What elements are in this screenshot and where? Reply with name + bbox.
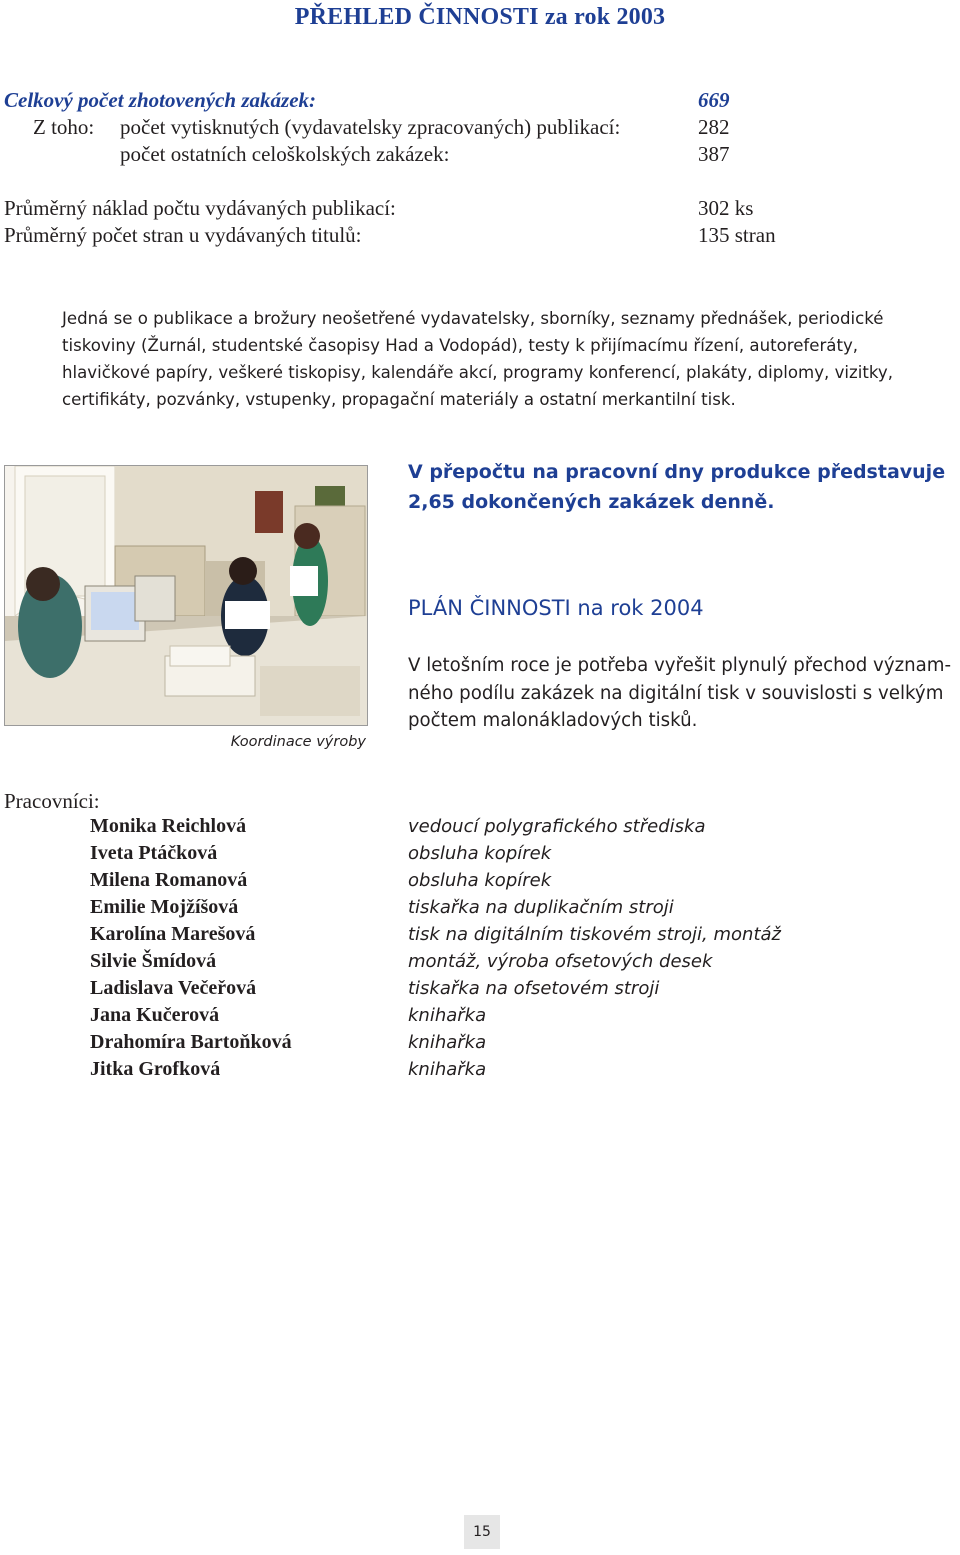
worker-role: tiskařka na duplikačním stroji [408, 897, 674, 918]
other-orders-value: 387 [698, 142, 730, 166]
worker-role: knihařka [408, 1059, 487, 1080]
worker-name: Emilie Mojžíšová [90, 896, 239, 918]
page-title: PŘEHLED ČINNOSTI za rok 2003 [294, 4, 666, 30]
plan-line: V letošním roce je potřeba vyřešit plynulý přechod význam- [408, 655, 952, 676]
photo-caption: Koordinace výroby [230, 734, 366, 750]
worker-role: vedoucí polygrafického střediska [408, 816, 706, 837]
worker-role: tisk na digitálním tiskovém stroji, montáž [408, 924, 781, 945]
description-line: Jedná se o publikace a brožury neošetřené vydavatelsky, sborníky, seznamy přednášek, periodické [62, 309, 884, 328]
avg-run-label: Průměrný náklad počtu vydávaných publikací: [4, 196, 396, 220]
worker-roles [408, 813, 781, 1083]
worker-name: Jitka Grofková [90, 1058, 221, 1080]
avg-pages-label: Průměrný počet stran u vydávaných titulů: [4, 223, 362, 247]
worker-role: montáž, výroba ofsetových desek [408, 951, 713, 972]
worker-name: Ladislava Večeřová [90, 977, 257, 999]
total-orders-value: 669 [698, 88, 730, 112]
worker-name: Iveta Ptáčková [90, 842, 218, 864]
worker-role: obsluha kopírek [408, 843, 552, 864]
plan-line: počtem malonákladových tisků. [408, 710, 698, 731]
page-number: 15 [464, 1515, 500, 1549]
worker-names [90, 813, 292, 1083]
worker-role: knihařka [408, 1032, 487, 1053]
production-highlight: V přepočtu na pracovní dny produkce představuje 2,65 dokončených zakázek denně. [408, 461, 946, 513]
worker-role: obsluha kopírek [408, 870, 552, 891]
worker-name: Karolína Marešová [90, 923, 256, 945]
worker-name: Milena Romanová [90, 869, 248, 891]
total-orders-label: Celkový počet zhotovených zakázek: [4, 88, 317, 112]
worker-name: Drahomíra Bartoňková [90, 1031, 292, 1053]
office-photo [4, 465, 368, 726]
workers-label: Pracovníci: [4, 789, 100, 813]
description-line: hlavičkové papíry, veškeré tiskopisy, kalendáře akcí, programy konferencí, plakáty, diplomy, vizitky, [62, 363, 893, 382]
worker-role: knihařka [408, 1005, 487, 1026]
office-photo-illustration [5, 466, 367, 725]
plan-line: ného podílu zakázek na digitální tisk v souvislosti s velkým [408, 682, 944, 704]
of-which-label: Z toho: [33, 115, 95, 139]
description-line: certifikáty, pozvánky, vstupenky, propagační materiály a ostatní merkantilní tisk. [62, 390, 736, 409]
plan-paragraph [408, 652, 960, 735]
description-paragraph [62, 305, 960, 413]
worker-name: Monika Reichlová [90, 815, 247, 837]
description-line: tiskoviny (Žurnál, studentské časopisy Had a Vodopád), testy k přijímacímu řízení, autoreferáty, [62, 336, 859, 355]
printed-publications-label: počet vytisknutých (vydavatelsky zpracovaných) publikací: [120, 115, 621, 139]
avg-pages-value: 135 stran [698, 223, 776, 247]
printed-publications-value: 282 [698, 115, 730, 139]
worker-name: Silvie Šmídová [90, 950, 217, 972]
plan-title: PLÁN ČINNOSTI na rok 2004 [408, 596, 704, 620]
worker-role: tiskařka na ofsetovém stroji [408, 978, 660, 999]
worker-name: Jana Kučerová [90, 1004, 220, 1026]
other-orders-label: počet ostatních celoškolských zakázek: [120, 142, 450, 166]
avg-run-value: 302 ks [698, 196, 754, 220]
